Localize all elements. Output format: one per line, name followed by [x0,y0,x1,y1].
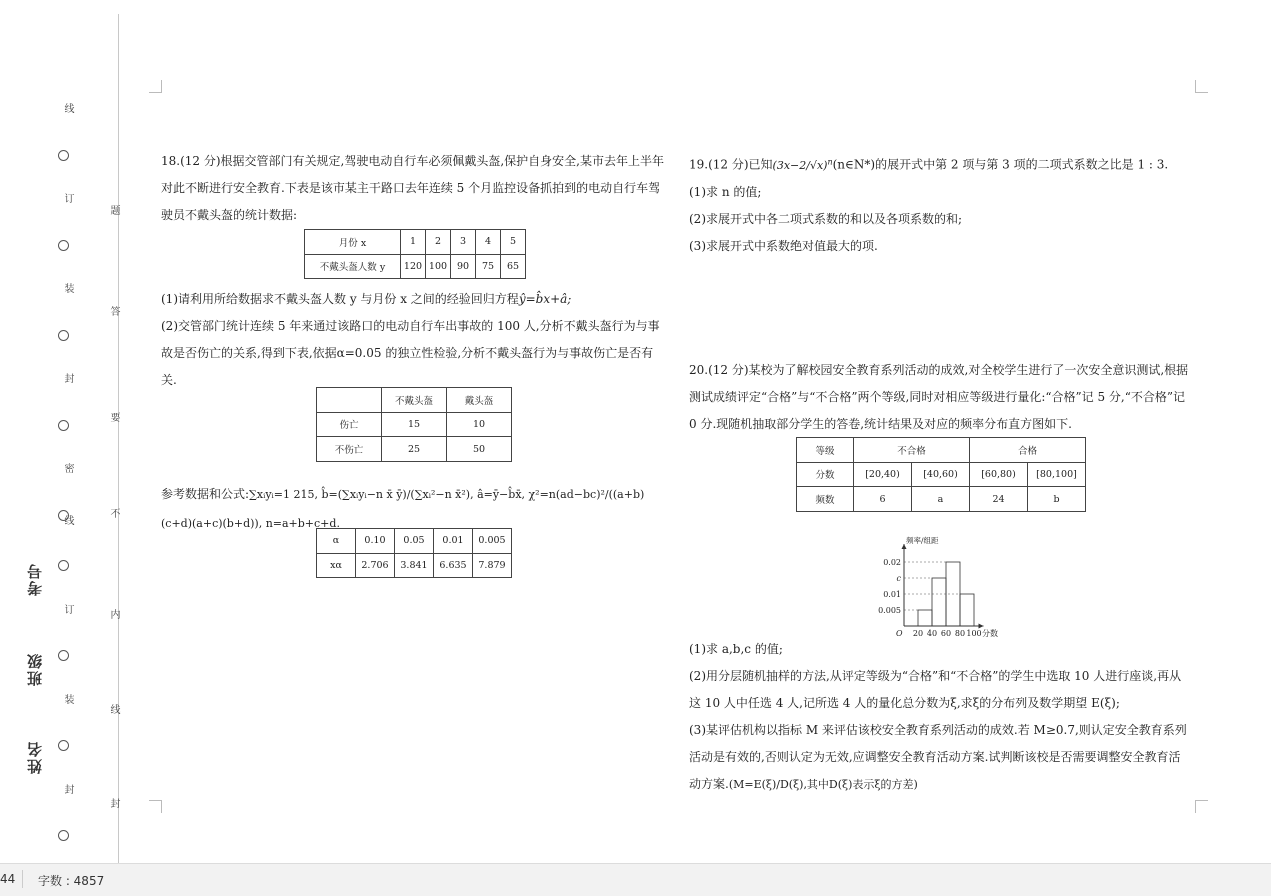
table-cell: 3.841 [395,553,434,578]
table-cell: 频数 [797,487,854,512]
binding-line [118,14,119,863]
binding-hole [58,830,69,841]
gutter-label: 线 [62,103,73,113]
gutter-label: 不 [108,508,119,518]
table-cell: 月份 x [305,230,401,255]
gutter-label: 题 [108,205,119,215]
table-cell: [40,60) [912,462,970,487]
binding-hole [58,240,69,251]
page-number[interactable]: 44 [0,872,16,886]
gutter-label: 装 [62,283,73,293]
q20-part1: (1)求 a,b,c 的值; [689,642,783,656]
gutter-label: 要 [108,412,119,422]
y-tick-label: 0.005 [878,606,901,615]
binding-hole [58,650,69,661]
corner-mark [1195,800,1208,813]
gutter-label: 线 [108,704,119,714]
x-axis-arrow [979,624,984,629]
q19-stem-b: (n∈N*)的展开式中第 2 项与第 3 项的二项式系数之比是 1 : 3. [832,157,1169,172]
table-cell: [60,80) [970,462,1028,487]
table-cell: 0.10 [356,529,395,554]
q19-part3: (3)求展开式中系数绝对值最大的项. [689,238,878,253]
table-cell: 3 [451,230,476,255]
frequency-histogram [870,536,1010,638]
table-cell: 1 [401,230,426,255]
gutter-label: 封 [62,373,73,383]
table-cell: 2.706 [356,553,395,578]
table-cell: 不戴头盔人数 y [305,254,401,279]
q19-part1: (1)求 n 的值; [689,184,762,199]
q20-table [796,437,1086,512]
gutter-label: 内 [108,609,119,619]
corner-mark [149,80,162,93]
gutter-label: 封 [108,798,119,808]
q20-part3: (3)某评估机构以指标 M 来评估该校安全教育系列活动的成效.若 M≥0.7,则认定安全教育系列活动是有效的,否则认定为无效,应调整安全教育活动方案.试判断该校是否需要调整安全教育活动方案. [689,723,1187,791]
corner-mark [1195,80,1208,93]
q18-critical-table [316,528,512,578]
x-tick-label: 40 [926,629,938,638]
table-cell: α [317,529,356,554]
q19-stem-a: 19.(12 分)已知 [689,157,773,172]
table-cell: 伤亡 [317,412,382,437]
table-cell [317,388,382,413]
table-cell: a [912,487,970,512]
y-axis-label: 频率/组距 [906,536,939,545]
table-cell: 7.879 [473,553,512,578]
q18-parts [161,286,667,394]
table-cell: 0.01 [434,529,473,554]
word-count[interactable]: 字数 : 4857 [38,874,105,888]
x-tick-label: 100 [966,629,982,638]
q18-part2: (2)交管部门统计连续 5 年来通过该路口的电动自行车出事故的 100 人,分析不戴头盔行为与事故是否伤亡的关系,得到下表,依据α=0.05 的独立性检验,分析不戴头盔行为与事故伤亡是否有关. [161,319,660,387]
table-cell: 10 [447,412,512,437]
binding-hole [58,420,69,431]
table-cell: 6 [854,487,912,512]
table-cell: 15 [382,412,447,437]
binding-hole [58,560,69,571]
table-cell: 90 [451,254,476,279]
table-cell: 65 [501,254,526,279]
histogram-bar [918,610,932,626]
table-cell: 24 [970,487,1028,512]
gutter-label: 密 [62,463,73,473]
table-cell: 分数 [797,462,854,487]
table-cell: 6.635 [434,553,473,578]
q20-part3-note: (M=E(ξ)/D(ξ),其中D(ξ)表示ξ的方差) [728,778,918,791]
table-cell: 不伤亡 [317,437,382,462]
table-cell: 75 [476,254,501,279]
table-cell: xα [317,553,356,578]
q20-parts [689,636,1189,798]
q18-part1: (1)请利用所给数据求不戴头盔人数 y 与月份 x 之间的经验回归方程 [161,292,519,306]
status-bar [0,863,1271,896]
origin-label: O [896,629,903,638]
binding-hole [58,150,69,161]
y-tick-label: 0.01 [883,590,901,599]
q18-ref-formula: ∑xᵢyᵢ=1 215, b̂=(∑xᵢyᵢ−n x̄ ȳ)/(∑xᵢ²−n x̄²), â=ȳ−b̂x̄, χ²=n(ad−bc)²/((a+b)(c+d)(a+c)(b+d)), n=a+b+c+d. [161,488,645,530]
table-cell: 50 [447,437,512,462]
gutter-label: 订 [62,604,73,614]
table-cell: b [1028,487,1086,512]
gutter-label: 订 [62,193,73,203]
q18-intro: 18.(12 分)根据交管部门有关规定,驾驶电动自行车必须佩戴头盔,保护自身安全,某市去年上半年对此不断进行安全教育.下表是该市某主干路口去年连续 5 个月监控设备抓拍到的电动自行车驾驶员不戴头盔的统计数据: [161,154,664,222]
y-tick-label: c [896,574,901,583]
histogram-bar [932,578,946,626]
gutter-label: 线 [62,515,73,525]
x-tick-label: 20 [912,629,924,638]
table-cell: 等级 [797,438,854,463]
q18-part1-equation: ŷ=b̂x+â; [518,292,572,306]
table-cell: 0.05 [395,529,434,554]
name-label: 姓名 [26,740,44,774]
class-label: 班级 [26,652,44,686]
q18-contingency-table [316,387,512,462]
q20-part2: (2)用分层随机抽样的方法,从评定等级为“合格”和“不合格”的学生中选取 10 人进行座谈,再从这 10 人中任选 4 人,记所选 4 人的量化总分数为ξ,求ξ的分布列及数学期望 E(ξ); [689,669,1182,710]
gutter-label: 装 [62,694,73,704]
gutter-label: 封 [62,784,73,794]
x-tick-label: 80 [954,629,966,638]
q20-intro: 20.(12 分)某校为了解校园安全教育系列活动的成效,对全校学生进行了一次安全意识测试,根据测试成绩评定“合格”与“不合格”两个等级,同时对相应等级进行量化:“合格”记 5 分,“不合格”记 0 分.现随机抽取部分学生的答卷,统计结果及对应的频率分布直方图如下. [689,363,1189,431]
q19-binomial: $(3x-2/√x)^n$ [772,157,833,172]
binding-hole [58,740,69,751]
exam-number-label: 考号 [26,562,44,596]
q18-ref-label: 参考数据和公式: [161,487,250,501]
table-cell: [80,100] [1028,462,1086,487]
question-20 [689,357,1189,438]
table-cell: 5 [501,230,526,255]
table-cell: 戴头盔 [447,388,512,413]
table-cell: 不戴头盔 [382,388,447,413]
table-cell: 0.005 [473,529,512,554]
x-axis-label: 分数 [982,629,998,638]
question-19 [689,148,1189,260]
table-cell: 不合格 [854,438,970,463]
question-18 [161,148,667,229]
corner-mark [149,800,162,813]
q18-data-table [304,229,526,279]
binding-hole [58,330,69,341]
histogram-bar [960,594,974,626]
table-cell: 合格 [970,438,1086,463]
table-cell: [20,40) [854,462,912,487]
x-tick-label: 60 [940,629,952,638]
table-cell: 4 [476,230,501,255]
table-cell: 25 [382,437,447,462]
table-cell: 100 [426,254,451,279]
q19-part2: (2)求展开式中各二项式系数的和以及各项系数的和; [689,211,963,226]
table-cell: 120 [401,254,426,279]
status-divider [22,870,23,888]
y-tick-label: 0.02 [883,558,901,567]
gutter-label: 答 [108,306,119,316]
table-cell: 2 [426,230,451,255]
